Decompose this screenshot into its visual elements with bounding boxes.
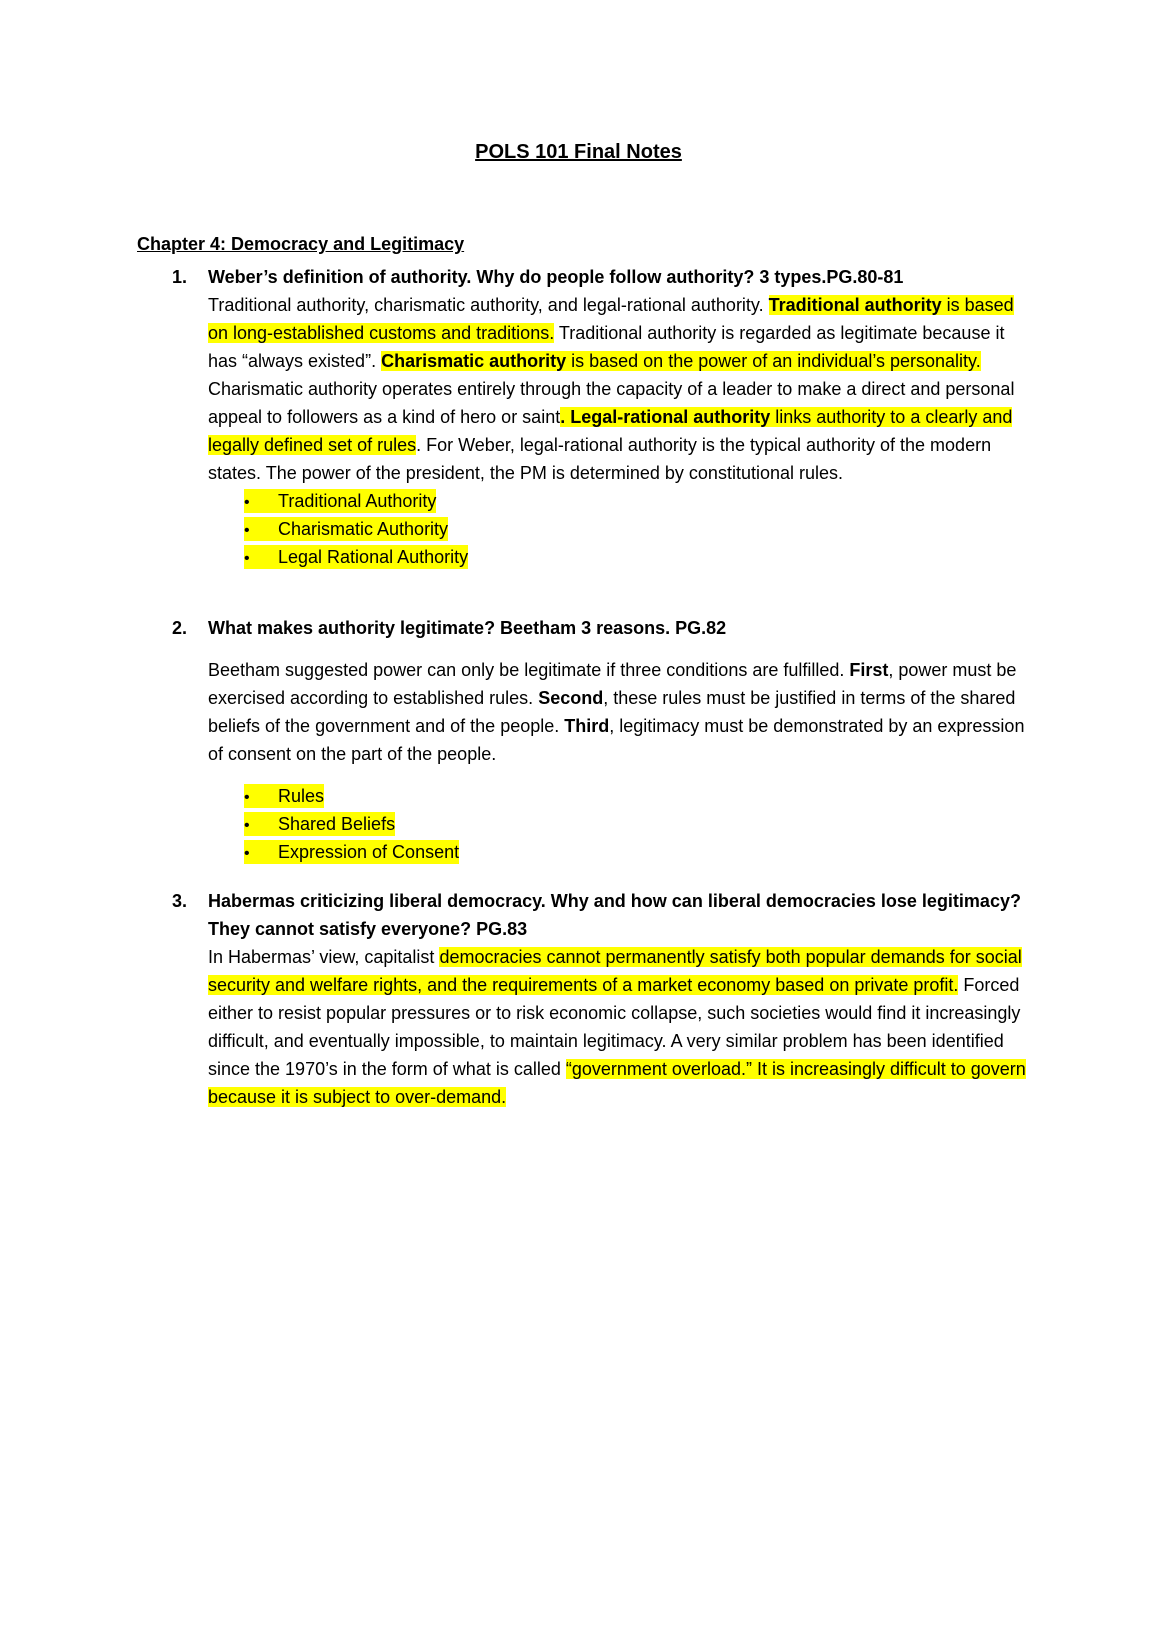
highlighted-text: Charismatic authority: [381, 351, 567, 371]
text-run: , legitimacy must be demonstrated by an expression of consent on the part of the people.: [208, 716, 1025, 764]
answer-paragraph: [208, 943, 1032, 1111]
list-item: • Shared Beliefs: [208, 810, 1032, 838]
highlighted-text: is based on long-established customs and traditions.: [208, 295, 1014, 343]
highlighted-text: democracies cannot permanently satisfy both popular demands for social security and welfare rights, and the requirements of a market economy based on private profit.: [208, 947, 1022, 995]
bullet-icon: •: [244, 522, 250, 539]
question-text: Weber’s definition of authority. Why do people follow authority? 3 types.PG.80-81: [208, 267, 904, 287]
highlighted-text: Traditional authority: [768, 295, 942, 315]
list-item: • Charismatic Authority: [208, 515, 1032, 543]
answer-paragraph: [208, 291, 1032, 487]
highlighted-text: . Legal-rational authority: [560, 407, 771, 427]
list-item: • Traditional Authority: [208, 487, 1032, 515]
question-number: 2.: [172, 618, 188, 638]
question-number: 1.: [172, 267, 188, 287]
text-run: First: [849, 660, 889, 680]
chapter-heading: Chapter 4: Democracy and Legitimacy: [137, 234, 465, 254]
list-item: • Legal Rational Authority: [208, 543, 1032, 571]
highlighted-text: “government overload.” It is increasingly difficult to govern because it is subject to over-demand.: [208, 1059, 1026, 1107]
list-item: • Rules: [208, 782, 1032, 810]
list-item: • Expression of Consent: [208, 838, 1032, 866]
question-text: Habermas criticizing liberal democracy. Why and how can liberal democracies lose legitimacy? They cannot satisfy everyone? PG.83: [208, 891, 1021, 939]
bullet-icon: •: [244, 789, 250, 806]
text-run: Second: [538, 688, 604, 708]
answer-paragraph: [208, 656, 1032, 768]
text-run: Forced either to resist popular pressures or to risk economic collapse, such societies would find it increasingly difficult, and eventually impossible, to maintain legitimacy. A very similar problem has been identified since the 1970’s in the form of what is called: [208, 975, 1021, 1079]
bullet-list: [208, 487, 1032, 571]
document-title: POLS 101 Final Notes: [475, 141, 682, 163]
bullet-list: [208, 782, 1032, 866]
text-run: Traditional authority, charismatic authority, and legal-rational authority.: [208, 295, 769, 315]
text-run: , these rules must be justified in terms of the shared beliefs of the government and of the people.: [208, 688, 1016, 736]
text-run: Third: [564, 716, 610, 736]
text-run: . For Weber, legal-rational authority is the typical authority of the modern states. The power of the president, the PM is determined by constitutional rules.: [208, 435, 992, 483]
text-run: Beetham suggested power can only be legitimate if three conditions are fulfilled.: [208, 660, 850, 680]
question-number: 3.: [172, 891, 188, 911]
highlighted-text: links authority to a clearly and legally defined set of rules: [208, 407, 1013, 455]
bullet-icon: •: [244, 550, 250, 567]
question-text: What makes authority legitimate? Beetham 3 reasons. PG.82: [208, 618, 727, 638]
text-run: Traditional authority is regarded as legitimate because it has “always existed”.: [208, 323, 1005, 371]
question-2: [172, 614, 1032, 866]
text-run: In Habermas’ view, capitalist: [208, 947, 440, 967]
text-run: Charismatic authority operates entirely through the capacity of a leader to make a direct and personal appeal to followers as a kind of hero or saint: [208, 379, 1015, 427]
bullet-icon: •: [244, 817, 250, 834]
question-3: [172, 887, 1032, 1111]
bullet-icon: •: [244, 494, 250, 511]
bullet-icon: •: [244, 845, 250, 862]
question-1: [172, 263, 1032, 571]
text-run: , power must be exercised according to established rules.: [208, 660, 1017, 708]
highlighted-text: is based on the power of an individual’s personality.: [566, 351, 981, 371]
